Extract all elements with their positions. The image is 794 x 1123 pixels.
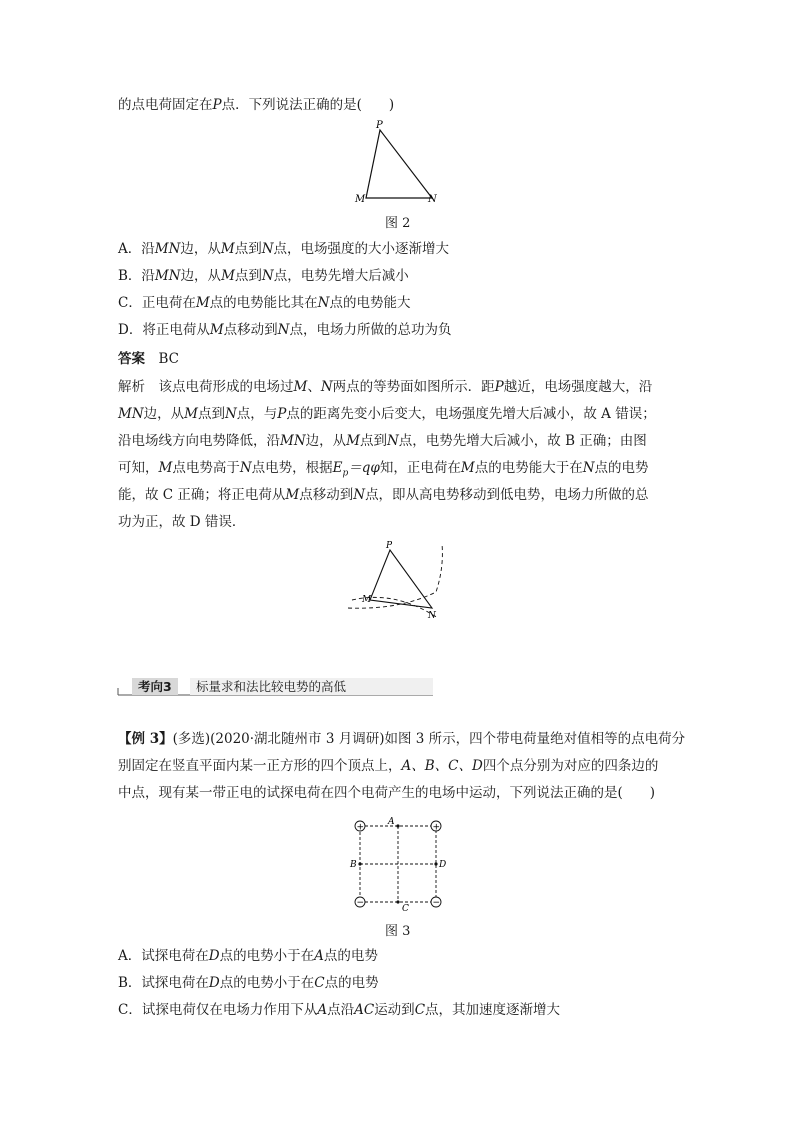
point-d bbox=[434, 862, 437, 865]
svg-text:+: + bbox=[356, 822, 365, 833]
option2-c: C．试探电荷仅在电场力作用下从A点沿AC运动到C点，其加速度逐渐增大 bbox=[118, 1002, 561, 1018]
label-p: P bbox=[376, 120, 383, 131]
figure-2-triangle bbox=[350, 120, 450, 220]
figure-3-square bbox=[340, 812, 460, 912]
label-m: M bbox=[362, 595, 372, 605]
example3-line-2: 别固定在竖直平面内某一正方形的四个顶点上，A、B、C、D四个点分别为对应的四条边的 bbox=[118, 758, 659, 774]
section-header bbox=[118, 678, 433, 696]
option2-a: A．试探电荷在D点的电势小于在A点的电势 bbox=[118, 948, 378, 964]
equipotential-figure bbox=[340, 538, 470, 628]
option-d: D．将正电荷从M点移动到N点，电场力所做的总功为负 bbox=[118, 322, 452, 338]
option2-b: B．试探电荷在D点的电势小于在C点的电势 bbox=[118, 975, 379, 991]
example3-line-1: 【例 3】(多选)(2020·湖北随州市 3 月调研)如图 3 所示，四个带电荷量绝对值相等的点电荷分 bbox=[118, 731, 686, 747]
option-b: B．沿MN边，从M点到N点，电势先增大后减小 bbox=[118, 268, 409, 284]
point-b bbox=[358, 862, 361, 865]
point-c bbox=[396, 900, 399, 903]
label-n: N bbox=[428, 611, 436, 621]
analysis-line-5: 能，故 C 正确；将正电荷从M点移动到N点，即从高电势移动到低电势，电场力所做的总 bbox=[118, 487, 649, 503]
option-a: A．沿MN边，从M点到N点，电场强度的大小逐渐增大 bbox=[118, 241, 450, 257]
label-m: M bbox=[355, 194, 366, 205]
question-stem-tail: 的点电荷固定在P点．下列说法正确的是( ) bbox=[118, 97, 395, 113]
svg-text:−: − bbox=[432, 898, 441, 908]
analysis-line-4: 可知，M点电势高于N点电势，根据$E_p=q\varphi$知，正电荷在M点的电势能大于在N点的电势 bbox=[118, 460, 649, 479]
svg-text:−: − bbox=[356, 898, 365, 908]
point-a bbox=[396, 824, 399, 827]
section-tag: 考向3 bbox=[132, 678, 178, 695]
option-c: C．正电荷在M点的电势能比其在N点的电势能大 bbox=[118, 295, 411, 311]
triangle-pmn-equip bbox=[370, 550, 432, 608]
label-c: C bbox=[402, 904, 409, 914]
label-d: D bbox=[439, 860, 447, 870]
analysis-line-2: MN边，从M点到N点，与P点的距离先变小后变大，电场强度先增大后减小，故 A 错误； bbox=[118, 406, 656, 422]
label-p: P bbox=[386, 541, 393, 551]
label-b: B bbox=[350, 860, 357, 870]
svg-text:+: + bbox=[432, 822, 441, 833]
section-title: 标量求和法比较电势的高低 bbox=[190, 678, 433, 695]
label-a: A bbox=[388, 817, 395, 827]
figure-2-caption: 图 2 bbox=[385, 216, 411, 231]
triangle-pmn bbox=[366, 130, 432, 198]
analysis-line-1: 解析 该点电荷形成的电场过M、N两点的等势面如图所示．距P越近，电场强度越大，沿 bbox=[118, 379, 653, 395]
figure-3-caption: 图 3 bbox=[385, 924, 411, 939]
analysis-line-6: 功为正，故 D 错误． bbox=[118, 514, 246, 530]
answer: 答案 BC bbox=[118, 351, 180, 367]
example3-line-3: 中点，现有某一带正电的试探电荷在四个电荷产生的电场中运动，下列说法正确的是( ) bbox=[118, 785, 656, 801]
label-n: N bbox=[428, 194, 437, 205]
analysis-line-3: 沿电场线方向电势降低，沿MN边，从M点到N点，电势先增大后减小，故 B 正确；由图 bbox=[118, 433, 647, 449]
